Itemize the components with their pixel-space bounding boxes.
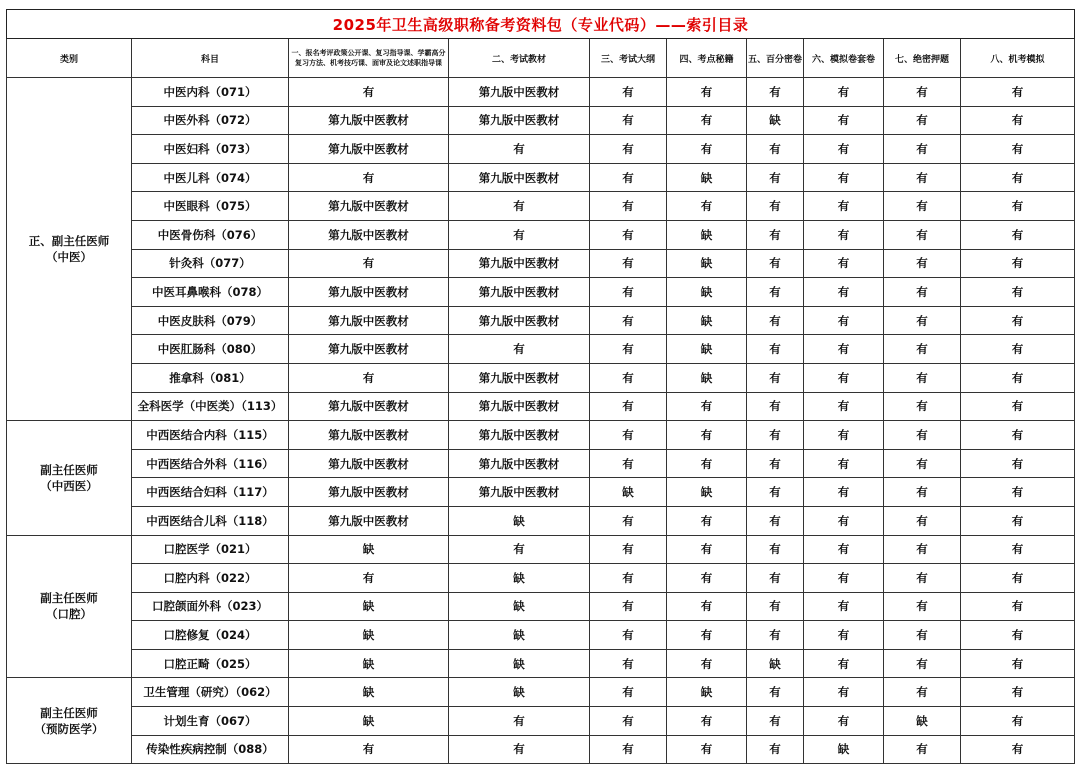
cell-c7: 有 (884, 163, 961, 192)
subject-cell: 中医眼科（075） (132, 192, 289, 221)
cell-c5: 有 (747, 506, 804, 535)
cell-c3: 有 (590, 363, 667, 392)
cell-c1: 第九版中医教材 (289, 135, 449, 164)
cell-c1: 缺 (289, 535, 449, 564)
cell-c7: 有 (884, 564, 961, 593)
cell-c2: 第九版中医教材 (449, 278, 590, 307)
cell-c7: 有 (884, 363, 961, 392)
table-row (7, 564, 1075, 593)
cell-c2: 第九版中医教材 (449, 363, 590, 392)
cell-c1: 有 (289, 564, 449, 593)
cell-c7: 有 (884, 449, 961, 478)
category-cell (7, 535, 132, 678)
cell-c1: 有 (289, 735, 449, 764)
subject-cell: 口腔内科（022） (132, 564, 289, 593)
cell-c6: 有 (804, 649, 884, 678)
cell-c3: 有 (590, 621, 667, 650)
cell-c8: 有 (961, 335, 1075, 364)
cell-c6: 有 (804, 135, 884, 164)
category-cell (7, 421, 132, 535)
cell-c3: 有 (590, 135, 667, 164)
header-subject: 科目 (132, 39, 289, 78)
cell-c3: 有 (590, 78, 667, 107)
cell-c6: 有 (804, 249, 884, 278)
cell-c1: 第九版中医教材 (289, 421, 449, 450)
cell-c8: 有 (961, 535, 1075, 564)
cell-c8: 有 (961, 506, 1075, 535)
subject-cell: 中西医结合儿科（118） (132, 506, 289, 535)
cell-c5: 有 (747, 192, 804, 221)
cell-c1: 第九版中医教材 (289, 220, 449, 249)
cell-c4: 有 (667, 449, 747, 478)
category-line1: 正、副主任医师 (28, 234, 110, 249)
table-row (7, 106, 1075, 135)
cell-c3: 有 (590, 306, 667, 335)
cell-c2: 有 (449, 707, 590, 736)
cell-c3: 有 (590, 163, 667, 192)
cell-c3: 有 (590, 735, 667, 764)
cell-c1: 有 (289, 249, 449, 278)
cell-c6: 有 (804, 621, 884, 650)
table-row (7, 392, 1075, 421)
cell-c6: 有 (804, 478, 884, 507)
subject-cell: 中医内科（071） (132, 78, 289, 107)
cell-c8: 有 (961, 363, 1075, 392)
cell-c2: 缺 (449, 678, 590, 707)
cell-c6: 有 (804, 707, 884, 736)
cell-c8: 有 (961, 564, 1075, 593)
cell-c6: 有 (804, 335, 884, 364)
cell-c6: 有 (804, 220, 884, 249)
cell-c7: 有 (884, 249, 961, 278)
cell-c5: 有 (747, 735, 804, 764)
cell-c5: 有 (747, 392, 804, 421)
cell-c4: 有 (667, 506, 747, 535)
cell-c1: 第九版中医教材 (289, 306, 449, 335)
table-row (7, 192, 1075, 221)
cell-c7: 有 (884, 278, 961, 307)
subject-cell: 中西医结合内科（115） (132, 421, 289, 450)
subject-cell: 口腔医学（021） (132, 535, 289, 564)
category-line2: （预防医学） (34, 721, 104, 736)
cell-c1: 第九版中医教材 (289, 335, 449, 364)
cell-c7: 有 (884, 649, 961, 678)
subject-cell: 口腔颌面外科（023） (132, 592, 289, 621)
table-row (7, 449, 1075, 478)
cell-c3: 有 (590, 564, 667, 593)
cell-c5: 有 (747, 306, 804, 335)
cell-c5: 有 (747, 592, 804, 621)
subject-cell: 中医外科（072） (132, 106, 289, 135)
cell-c6: 有 (804, 78, 884, 107)
subject-cell: 针灸科（077） (132, 249, 289, 278)
cell-c2: 第九版中医教材 (449, 421, 590, 450)
table-body (7, 78, 1075, 764)
cell-c6: 有 (804, 363, 884, 392)
table-row (7, 278, 1075, 307)
cell-c7: 有 (884, 678, 961, 707)
cell-c7: 有 (884, 335, 961, 364)
cell-c3: 有 (590, 649, 667, 678)
cell-c7: 有 (884, 78, 961, 107)
cell-c1: 缺 (289, 678, 449, 707)
cell-c8: 有 (961, 678, 1075, 707)
index-sheet (6, 9, 1074, 764)
cell-c8: 有 (961, 78, 1075, 107)
cell-c3: 有 (590, 535, 667, 564)
cell-c7: 有 (884, 192, 961, 221)
cell-c8: 有 (961, 106, 1075, 135)
table-row (7, 135, 1075, 164)
cell-c8: 有 (961, 220, 1075, 249)
cell-c8: 有 (961, 392, 1075, 421)
header-c1 (289, 39, 449, 78)
cell-c2: 有 (449, 192, 590, 221)
cell-c2: 有 (449, 335, 590, 364)
cell-c1: 缺 (289, 649, 449, 678)
cell-c3: 有 (590, 192, 667, 221)
category-cell (7, 678, 132, 764)
header-category: 类别 (7, 39, 132, 78)
cell-c4: 缺 (667, 220, 747, 249)
cell-c5: 缺 (747, 649, 804, 678)
table-row (7, 478, 1075, 507)
subject-cell: 传染性疾病控制（088） (132, 735, 289, 764)
cell-c6: 有 (804, 592, 884, 621)
table-row (7, 220, 1075, 249)
cell-c1: 第九版中医教材 (289, 478, 449, 507)
cell-c2: 缺 (449, 592, 590, 621)
cell-c2: 第九版中医教材 (449, 163, 590, 192)
header-c3: 三、考试大纲 (590, 39, 667, 78)
cell-c2: 第九版中医教材 (449, 78, 590, 107)
header-c5: 五、百分密卷 (747, 39, 804, 78)
subject-cell: 口腔正畸（025） (132, 649, 289, 678)
cell-c8: 有 (961, 421, 1075, 450)
subject-cell: 中医皮肤科（079） (132, 306, 289, 335)
subject-cell: 中西医结合妇科（117） (132, 478, 289, 507)
cell-c7: 缺 (884, 707, 961, 736)
cell-c2: 有 (449, 735, 590, 764)
cell-c8: 有 (961, 278, 1075, 307)
cell-c2: 缺 (449, 564, 590, 593)
cell-c4: 缺 (667, 163, 747, 192)
cell-c2: 缺 (449, 649, 590, 678)
cell-c2: 缺 (449, 506, 590, 535)
cell-c2: 第九版中医教材 (449, 306, 590, 335)
cell-c2: 有 (449, 535, 590, 564)
category-line1: 副主任医师 (40, 591, 98, 606)
cell-c1: 第九版中医教材 (289, 192, 449, 221)
cell-c1: 有 (289, 78, 449, 107)
cell-c5: 有 (747, 621, 804, 650)
cell-c4: 有 (667, 421, 747, 450)
cell-c5: 有 (747, 535, 804, 564)
category-line2: （中西医） (40, 478, 98, 493)
cell-c5: 有 (747, 249, 804, 278)
cell-c2: 第九版中医教材 (449, 249, 590, 278)
cell-c1: 缺 (289, 592, 449, 621)
cell-c6: 有 (804, 306, 884, 335)
cell-c4: 有 (667, 135, 747, 164)
table-row (7, 363, 1075, 392)
cell-c4: 有 (667, 564, 747, 593)
cell-c1: 第九版中医教材 (289, 392, 449, 421)
table-row (7, 678, 1075, 707)
cell-c4: 缺 (667, 278, 747, 307)
category-cell (7, 78, 132, 421)
table-row (7, 506, 1075, 535)
cell-c5: 有 (747, 135, 804, 164)
subject-cell: 中医耳鼻喉科（078） (132, 278, 289, 307)
cell-c7: 有 (884, 135, 961, 164)
cell-c1: 第九版中医教材 (289, 506, 449, 535)
cell-c3: 有 (590, 592, 667, 621)
table-row (7, 735, 1075, 764)
cell-c5: 有 (747, 278, 804, 307)
cell-c5: 有 (747, 564, 804, 593)
subject-cell: 中医骨伤科（076） (132, 220, 289, 249)
cell-c3: 有 (590, 106, 667, 135)
cell-c6: 有 (804, 449, 884, 478)
category-line1: 副主任医师 (40, 462, 98, 477)
cell-c7: 有 (884, 220, 961, 249)
cell-c4: 有 (667, 78, 747, 107)
cell-c3: 有 (590, 707, 667, 736)
cell-c5: 有 (747, 163, 804, 192)
subject-cell: 中西医结合外科（116） (132, 449, 289, 478)
cell-c3: 有 (590, 278, 667, 307)
cell-c1: 有 (289, 163, 449, 192)
cell-c8: 有 (961, 592, 1075, 621)
cell-c1: 有 (289, 363, 449, 392)
cell-c7: 有 (884, 306, 961, 335)
cell-c4: 有 (667, 735, 747, 764)
subject-cell: 中医儿科（074） (132, 163, 289, 192)
table-row (7, 78, 1075, 107)
subject-cell: 中医妇科（073） (132, 135, 289, 164)
cell-c6: 有 (804, 506, 884, 535)
cell-c6: 有 (804, 192, 884, 221)
cell-c3: 有 (590, 506, 667, 535)
cell-c4: 有 (667, 535, 747, 564)
subject-cell: 推拿科（081） (132, 363, 289, 392)
cell-c4: 有 (667, 707, 747, 736)
subject-cell: 卫生管理（研究）（062） (132, 678, 289, 707)
cell-c8: 有 (961, 163, 1075, 192)
cell-c5: 有 (747, 78, 804, 107)
cell-c4: 有 (667, 649, 747, 678)
cell-c1: 第九版中医教材 (289, 278, 449, 307)
cell-c7: 有 (884, 535, 961, 564)
cell-c2: 有 (449, 220, 590, 249)
cell-c5: 有 (747, 707, 804, 736)
cell-c4: 有 (667, 392, 747, 421)
cell-c4: 有 (667, 621, 747, 650)
cell-c7: 有 (884, 478, 961, 507)
cell-c6: 有 (804, 564, 884, 593)
cell-c6: 有 (804, 392, 884, 421)
cell-c8: 有 (961, 621, 1075, 650)
table-row (7, 621, 1075, 650)
cell-c7: 有 (884, 106, 961, 135)
cell-c2: 第九版中医教材 (449, 106, 590, 135)
cell-c1: 缺 (289, 707, 449, 736)
cell-c2: 有 (449, 135, 590, 164)
cell-c2: 第九版中医教材 (449, 449, 590, 478)
cell-c7: 有 (884, 621, 961, 650)
cell-c5: 有 (747, 449, 804, 478)
cell-c8: 有 (961, 135, 1075, 164)
cell-c8: 有 (961, 249, 1075, 278)
cell-c3: 有 (590, 449, 667, 478)
cell-c3: 有 (590, 249, 667, 278)
cell-c6: 有 (804, 106, 884, 135)
cell-c8: 有 (961, 735, 1075, 764)
subject-cell: 中医肛肠科（080） (132, 335, 289, 364)
cell-c3: 缺 (590, 478, 667, 507)
cell-c7: 有 (884, 592, 961, 621)
cell-c3: 有 (590, 335, 667, 364)
cell-c4: 缺 (667, 306, 747, 335)
page-title: 2025年卫生高级职称备考资料包（专业代码）——索引目录 (7, 10, 1075, 39)
header-c2: 二、考试教材 (449, 39, 590, 78)
cell-c3: 有 (590, 678, 667, 707)
table-row (7, 421, 1075, 450)
cell-c4: 缺 (667, 363, 747, 392)
table-row (7, 592, 1075, 621)
header-c7: 七、绝密押题 (884, 39, 961, 78)
header-c8: 八、机考模拟 (961, 39, 1075, 78)
cell-c3: 有 (590, 220, 667, 249)
cell-c6: 有 (804, 535, 884, 564)
table-row (7, 707, 1075, 736)
cell-c6: 有 (804, 278, 884, 307)
table-row (7, 649, 1075, 678)
cell-c6: 有 (804, 163, 884, 192)
cell-c3: 有 (590, 421, 667, 450)
header-row (7, 39, 1075, 78)
cell-c5: 有 (747, 478, 804, 507)
cell-c1: 第九版中医教材 (289, 449, 449, 478)
cell-c5: 有 (747, 363, 804, 392)
cell-c7: 有 (884, 392, 961, 421)
cell-c5: 有 (747, 220, 804, 249)
cell-c4: 缺 (667, 678, 747, 707)
cell-c6: 有 (804, 421, 884, 450)
cell-c2: 第九版中医教材 (449, 392, 590, 421)
cell-c4: 有 (667, 106, 747, 135)
cell-c4: 缺 (667, 249, 747, 278)
cell-c5: 有 (747, 335, 804, 364)
cell-c8: 有 (961, 649, 1075, 678)
header-c6: 六、模拟卷套卷 (804, 39, 884, 78)
cell-c8: 有 (961, 707, 1075, 736)
cell-c4: 有 (667, 592, 747, 621)
cell-c1: 第九版中医教材 (289, 106, 449, 135)
cell-c2: 缺 (449, 621, 590, 650)
category-line2: （中医） (46, 250, 92, 265)
header-c1-text: 一、报名考评政策公开课、复习指导课、学霸高分复习方法、机考技巧课、面审及论文述职指导课 (291, 49, 446, 67)
table-row (7, 306, 1075, 335)
cell-c5: 缺 (747, 106, 804, 135)
cell-c8: 有 (961, 449, 1075, 478)
category-line1: 副主任医师 (40, 705, 98, 720)
cell-c4: 缺 (667, 478, 747, 507)
cell-c6: 有 (804, 678, 884, 707)
cell-c6: 缺 (804, 735, 884, 764)
cell-c8: 有 (961, 306, 1075, 335)
cell-c4: 有 (667, 192, 747, 221)
cell-c8: 有 (961, 192, 1075, 221)
cell-c5: 有 (747, 678, 804, 707)
cell-c3: 有 (590, 392, 667, 421)
table-row (7, 535, 1075, 564)
table-row (7, 163, 1075, 192)
table-row (7, 249, 1075, 278)
cell-c2: 第九版中医教材 (449, 478, 590, 507)
category-line2: （口腔） (46, 607, 92, 622)
cell-c7: 有 (884, 506, 961, 535)
subject-cell: 口腔修复（024） (132, 621, 289, 650)
cell-c8: 有 (961, 478, 1075, 507)
cell-c1: 缺 (289, 621, 449, 650)
cell-c7: 有 (884, 735, 961, 764)
subject-cell: 全科医学（中医类）（113） (132, 392, 289, 421)
cell-c4: 缺 (667, 335, 747, 364)
header-c4: 四、考点秘籍 (667, 39, 747, 78)
cell-c5: 有 (747, 421, 804, 450)
table-row (7, 335, 1075, 364)
subject-cell: 计划生育（067） (132, 707, 289, 736)
cell-c7: 有 (884, 421, 961, 450)
index-table (6, 9, 1075, 764)
